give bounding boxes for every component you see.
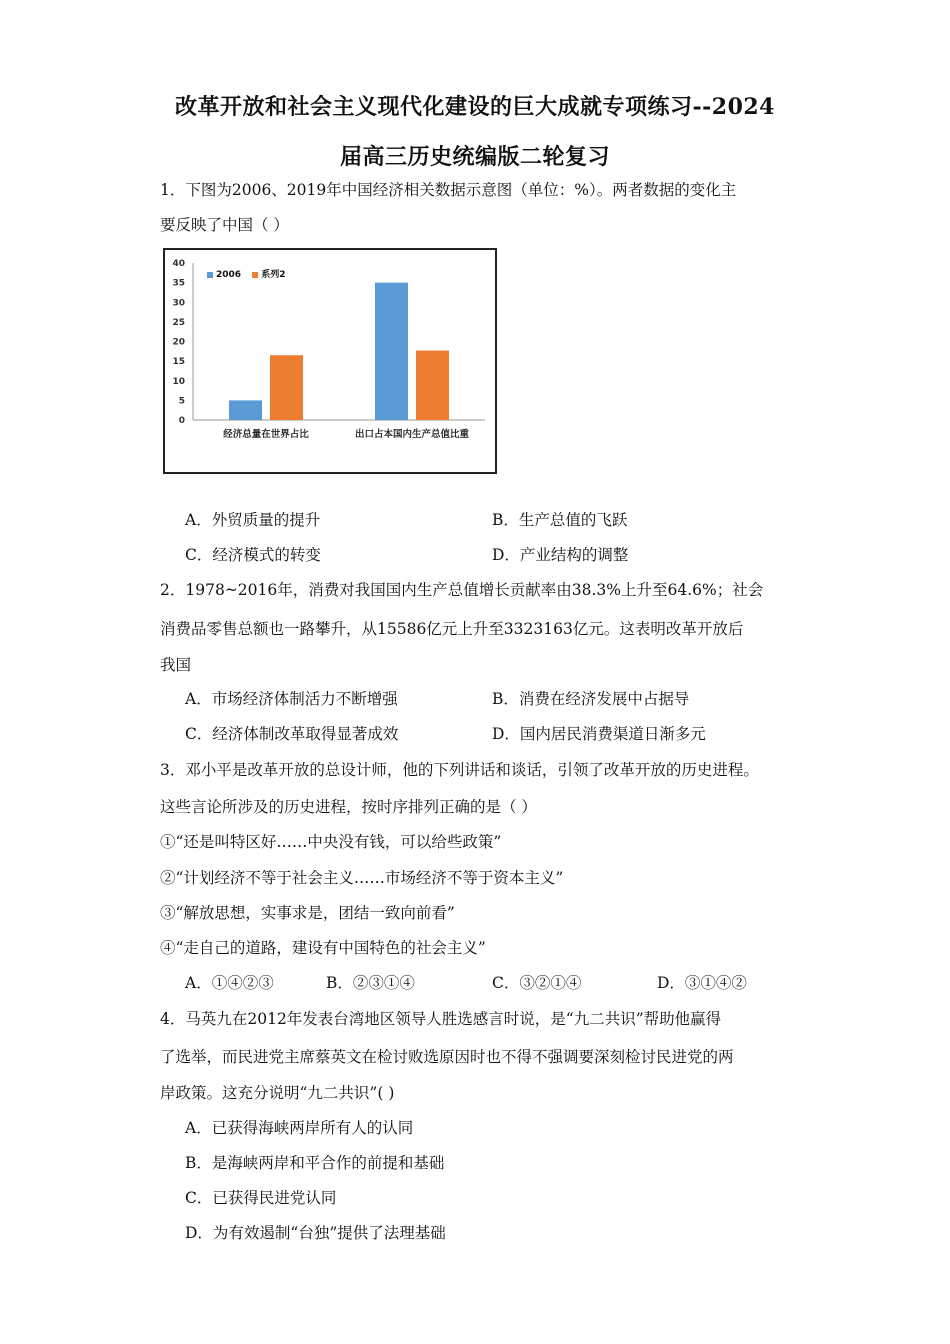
y-tick-label: 40	[172, 259, 185, 269]
q3-option-c[interactable]: C．③②①④	[492, 974, 582, 992]
q2-stem-line3: 我国	[160, 656, 192, 674]
bar-2006	[229, 400, 262, 420]
q3-item-1: ①“还是叫特区好……中央没有钱，可以给些政策”	[160, 833, 502, 851]
legend-swatch-series2	[252, 272, 258, 278]
q1-bar-chart	[163, 248, 497, 474]
bar-2006	[375, 283, 408, 420]
q4-option-a[interactable]: A．已获得海峡两岸所有人的认同	[185, 1119, 414, 1137]
q2-option-a[interactable]: A．市场经济体制活力不断增强	[185, 690, 398, 708]
y-tick-label: 30	[172, 298, 185, 309]
q4-stem-line1: 4．马英九在2012年发表台湾地区领导人胜选感言时说，是“九二共识”帮助他赢得	[160, 1010, 722, 1028]
legend-label-series2: 系列2	[261, 270, 286, 280]
q3-option-a[interactable]: A．①④②③	[185, 974, 274, 992]
q3-item-2: ②“计划经济不等于社会主义……市场经济不等于资本主义”	[160, 869, 564, 887]
y-tick-label: 35	[172, 278, 185, 289]
q3-option-d[interactable]: D．③①④②	[657, 974, 747, 992]
y-tick-label: 0	[178, 416, 185, 426]
y-tick-label: 10	[172, 376, 185, 387]
q4-option-d[interactable]: D．为有效遏制“台独”提供了法理基础	[185, 1224, 446, 1242]
q3-item-3: ③“解放思想，实事求是，团结一致向前看”	[160, 904, 455, 922]
q4-option-b[interactable]: B．是海峡两岸和平合作的前提和基础	[185, 1154, 445, 1172]
document-title-line1: 改革开放和社会主义现代化建设的巨大成就专项练习--2024	[175, 94, 775, 120]
legend-item-2006	[207, 270, 244, 280]
y-tick-label: 20	[172, 337, 185, 348]
q2-stem-line2: 消费品零售总额也一路攀升，从15586亿元上升至3323163亿元。这表明改革开放后	[160, 620, 744, 638]
q3-stem-line2: 这些言论所涉及的历史进程，按时序排列正确的是（ ）	[160, 798, 537, 816]
q4-stem-line2: 了选举，而民进党主席蔡英文在检讨败选原因时也不得不强调要深刻检讨民进党的两	[160, 1048, 734, 1066]
legend-swatch-2006	[207, 272, 213, 278]
q1-option-b[interactable]: B．生产总值的飞跃	[492, 511, 628, 529]
q4-stem-line3: 岸政策。这充分说明“九二共识”( )	[160, 1084, 395, 1102]
legend-item-series2	[252, 270, 285, 280]
y-tick-label: 15	[172, 357, 185, 368]
q3-option-b[interactable]: B．②③①④	[326, 974, 415, 992]
q2-option-b[interactable]: B．消费在经济发展中占据导	[492, 690, 690, 708]
y-tick-label: 5	[178, 396, 185, 407]
q3-stem-line1: 3．邓小平是改革开放的总设计师，他的下列讲话和谈话，引领了改革开放的历史进程。	[160, 761, 759, 779]
q1-stem-line2: 要反映了中国（ ）	[160, 216, 289, 234]
q1-stem-line1: 1．下图为2006、2019年中国经济相关数据示意图（单位：%）。两者数据的变化主	[160, 181, 737, 199]
bar-series2	[270, 355, 303, 420]
q2-option-d[interactable]: D．国内居民消费渠道日渐多元	[492, 725, 706, 743]
x-category-label: 出口占本国内生产总值比重	[354, 429, 470, 440]
q1-option-d[interactable]: D．产业结构的调整	[492, 546, 629, 564]
y-tick-label: 25	[172, 317, 185, 328]
q4-option-c[interactable]: C．已获得民进党认同	[185, 1189, 337, 1207]
x-category-label: 经济总量在世界占比	[223, 429, 309, 440]
q2-option-c[interactable]: C．经济体制改革取得显著成效	[185, 725, 399, 743]
document-title-line2: 届高三历史统编版二轮复习	[339, 144, 610, 170]
chart-canvas	[165, 250, 495, 472]
bar-series2	[416, 351, 449, 420]
q1-option-c[interactable]: C．经济模式的转变	[185, 546, 321, 564]
q1-option-a[interactable]: A．外贸质量的提升	[185, 511, 321, 529]
q3-item-4: ④“走自己的道路，建设有中国特色的社会主义”	[160, 939, 486, 957]
q2-stem-line1: 2．1978~2016年，消费对我国国内生产总值增长贡献率由38.3%上升至64.6%；社会	[160, 581, 764, 599]
legend-label-2006: 2006	[216, 270, 242, 280]
chart-legend	[207, 267, 285, 280]
